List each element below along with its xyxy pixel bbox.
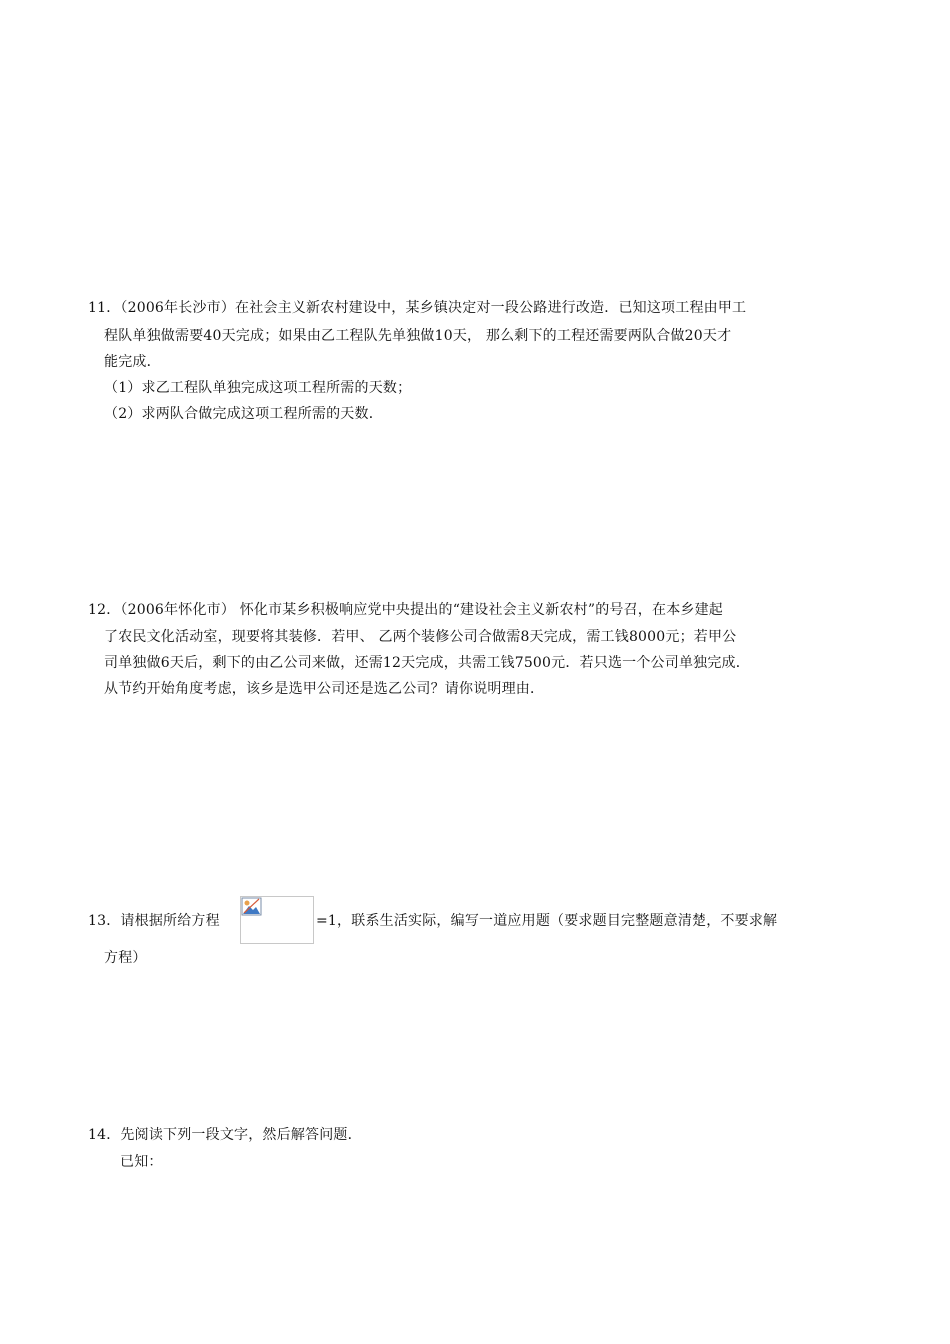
q13-prefix: 13．请根据所给方程 xyxy=(88,913,220,929)
q11-line-1: 11．（2006年长沙市）在社会主义新农村建设中，某乡镇决定对一段公路进行改造．已知这项工程由甲工 xyxy=(88,300,747,316)
q12-line-2: 了农民文化活动室，现要将其装修．若甲、 乙两个装修公司合做需8天完成，需工钱8000元；若甲公 xyxy=(104,629,737,645)
q14-line-2: 已知： xyxy=(120,1154,163,1170)
q12-line-4: 从节约开始角度考虑，该乡是选甲公司还是选乙公司？请你说明理由． xyxy=(104,681,545,697)
q11-line-2: 程队单独做需要40天完成；如果由乙工程队先单独做10天， 那么剩下的工程还需要两队合做20天才 xyxy=(104,328,732,344)
q13-line-2: 方程） xyxy=(104,950,147,966)
q12-line-1: 12．（2006年怀化市） 怀化市某乡积极响应党中央提出的“建设社会主义新农村”的号召，在本乡建起 xyxy=(88,602,724,618)
equation-image-placeholder xyxy=(240,896,314,944)
q12-line-3: 司单独做6天后，剩下的由乙公司来做，还需12天完成，共需工钱7500元．若只选一个公司单独完成． xyxy=(104,655,750,671)
q11-subquestion-1: （1）求乙工程队单独完成这项工程所需的天数； xyxy=(104,380,412,396)
broken-image-icon xyxy=(241,897,263,917)
q13-suffix: =1，联系生活实际，编写一道应用题（要求题目完整题意清楚，不要求解 xyxy=(316,913,778,929)
q11-subquestion-2: （2）求两队合做完成这项工程所需的天数． xyxy=(104,406,383,422)
q11-line-3: 能完成． xyxy=(104,354,161,370)
q14-line-1: 14．先阅读下列一段文字，然后解答问题． xyxy=(88,1127,362,1143)
